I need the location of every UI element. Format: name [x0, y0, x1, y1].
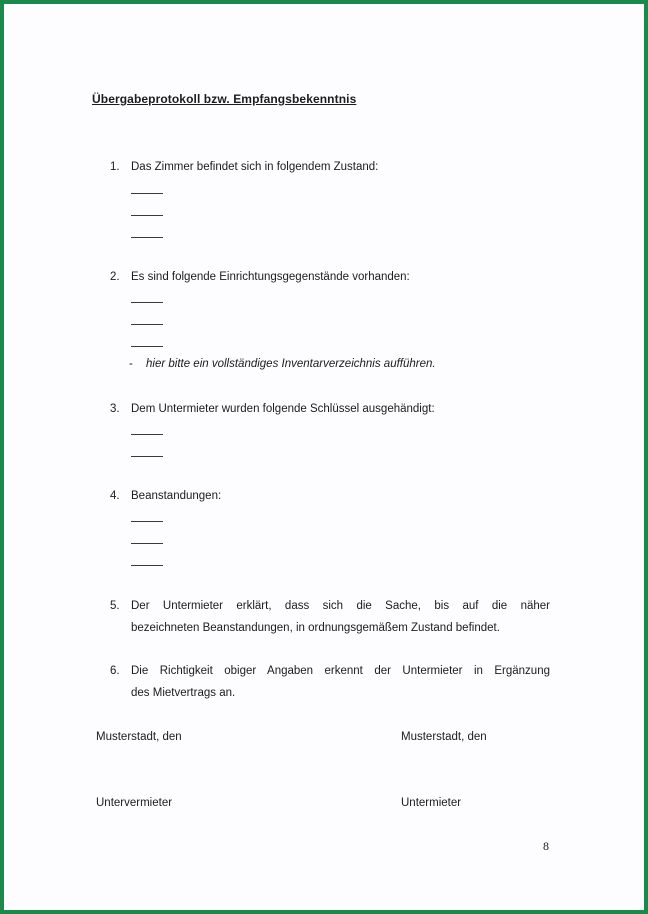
- item-5-line-1: Der Untermieter erklärt, dass sich die Sache, bis auf die näher: [131, 600, 550, 612]
- item-2-text: Es sind folgende Einrichtungsgegenstände vorhanden:: [131, 271, 410, 283]
- item-3-text: Dem Untermieter wurden folgende Schlüssel ausgehändigt:: [131, 403, 435, 415]
- page-number: 8: [543, 839, 549, 853]
- item-1-number: 1.: [110, 161, 120, 173]
- item-6-line-2: des Mietvertrags an.: [131, 687, 236, 699]
- item-1-text: Das Zimmer befindet sich in folgendem Zustand:: [131, 161, 379, 173]
- document-page: [4, 4, 644, 910]
- item-5-line-2: bezeichneten Beanstandungen, in ordnungsgemäßem Zustand befindet.: [131, 622, 500, 634]
- document-title: Übergabeprotokoll bzw. Empfangsbekenntnis: [92, 92, 357, 106]
- blank-line: [131, 456, 163, 457]
- blank-line: [131, 324, 163, 325]
- item-5-number: 5.: [110, 600, 120, 612]
- signature-role-right: Untermieter: [401, 797, 462, 809]
- item-2-number: 2.: [110, 271, 120, 283]
- item-4-text: Beanstandungen:: [131, 490, 222, 502]
- inventory-note: hier bitte ein vollständiges Inventarverzeichnis aufführen.: [146, 358, 436, 370]
- blank-line: [131, 543, 163, 544]
- blank-line: [131, 193, 163, 194]
- blank-line: [131, 302, 163, 303]
- blank-line: [131, 215, 163, 216]
- blank-line: [131, 346, 163, 347]
- blank-line: [131, 521, 163, 522]
- signature-role-left: Untervermieter: [96, 797, 173, 809]
- item-6-number: 6.: [110, 665, 120, 677]
- item-3-number: 3.: [110, 403, 120, 415]
- blank-line: [131, 237, 163, 238]
- item-4-number: 4.: [110, 490, 120, 502]
- inventory-bullet: -: [129, 358, 133, 370]
- blank-line: [131, 565, 163, 566]
- item-6-line-1: Die Richtigkeit obiger Angaben erkennt der Untermieter in Ergänzung: [131, 665, 550, 677]
- signature-place-right: Musterstadt, den: [401, 731, 487, 743]
- blank-line: [131, 434, 163, 435]
- signature-place-left: Musterstadt, den: [96, 731, 182, 743]
